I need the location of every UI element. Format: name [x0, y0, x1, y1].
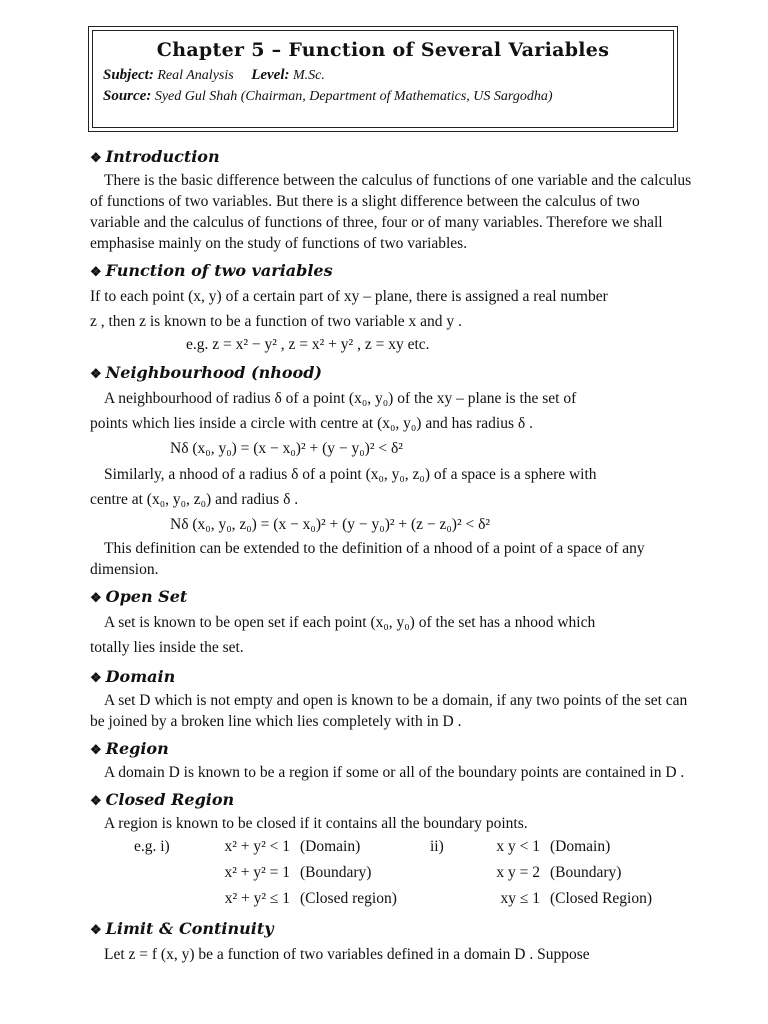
chapter-title: Chapter 5 – Function of Several Variables [156, 39, 610, 61]
source-line [103, 86, 663, 107]
section-closed-region [90, 789, 692, 912]
table-cell: x² + y² < 1 [224, 838, 290, 855]
table-cell: (Domain) [550, 838, 611, 855]
text-line: Similarly, a nhood of a radius δ of a point (x₀, y₀, z₀) of a space is a sphere with [104, 466, 597, 483]
table-cell: (Boundary) [550, 864, 622, 881]
table-cell [430, 886, 470, 912]
diamond-bullet-icon: ❖ [90, 265, 102, 280]
text-line: Let z = f (x, y) be a function of two variables defined in a domain D . Suppose [104, 946, 590, 963]
heading-text: Region [105, 739, 169, 758]
section-heading [90, 362, 692, 386]
section-heading [90, 586, 692, 610]
table-cell: x y < 1 [496, 838, 540, 855]
section-open-set [90, 586, 692, 660]
paragraph: A set D which is not empty and open is known to be a domain, if any two points of the set can be joined by a broken line which lies completely with in D . [90, 692, 688, 730]
section-neighbourhood [90, 362, 692, 580]
section-domain [90, 666, 692, 732]
table-row [134, 860, 680, 886]
level-value: M.Sc. [293, 68, 325, 83]
table-cell: (Boundary) [300, 864, 372, 881]
section-heading [90, 918, 692, 942]
section-region [90, 738, 692, 783]
closed-region-examples [134, 834, 680, 912]
section-heading [90, 789, 692, 813]
heading-text: Closed Region [105, 790, 235, 809]
source-label: Source: [103, 88, 152, 104]
table-cell [430, 860, 470, 886]
subject-value: Real Analysis [157, 68, 234, 83]
section-limit-continuity [90, 918, 692, 967]
section-heading [90, 666, 692, 690]
text-line: totally lies inside the set. [90, 639, 244, 656]
subject-line [103, 65, 663, 86]
diamond-bullet-icon: ❖ [90, 794, 102, 809]
subject-label: Subject: [103, 67, 154, 83]
paragraph: A region is known to be closed if it contains all the boundary points. [104, 815, 528, 832]
section-heading [90, 738, 692, 762]
text-line: If to each point (x, y) of a certain part of xy – plane, there is assigned a real number [90, 288, 608, 305]
source-value: Syed Gul Shah (Chairman, Department of Mathematics, US Sargodha) [154, 89, 553, 104]
table-cell: (Closed Region) [550, 890, 653, 907]
diamond-bullet-icon: ❖ [90, 367, 102, 382]
section-heading [90, 146, 692, 170]
paragraph: A domain D is known to be a region if some or all of the boundary points are contained in D . [104, 764, 685, 781]
table-cell: x² + y² = 1 [224, 864, 290, 881]
heading-text: Domain [105, 667, 176, 686]
table-cell: x y = 2 [496, 864, 540, 881]
text-line: points which lies inside a circle with centre at (x₀, y₀) and has radius δ . [90, 415, 533, 432]
table-row [134, 834, 680, 860]
paragraph: There is the basic difference between the calculus of functions of one variable and the calculus of functions of two variables. But there is a slight difference between the calculus of two variable and the calculus of functions of three, four or of many variables. Therefore we shall emphasise mainly on the study of functions of two variables. [90, 172, 692, 252]
section-introduction [90, 146, 692, 254]
text-line: A neighbourhood of radius δ of a point (x₀, y₀) of the xy – plane is the set of [104, 390, 577, 407]
content-body [90, 146, 692, 967]
heading-text: Introduction [105, 147, 220, 166]
text-line: z , then z is known to be a function of two variable x and y . [90, 313, 462, 330]
heading-text: Neighbourhood (nhood) [105, 363, 322, 382]
diamond-bullet-icon: ❖ [90, 743, 102, 758]
heading-text: Limit & Continuity [105, 919, 274, 938]
section-heading [90, 260, 692, 284]
table-cell: (Closed region) [300, 890, 397, 907]
formula: Nδ (x₀, y₀) = (x − x₀)² + (y − y₀)² < δ² [170, 440, 403, 457]
table-cell: e.g. i) [134, 838, 170, 855]
paragraph: This definition can be extended to the definition of a nhood of a point of a space of any dimension. [90, 540, 645, 578]
header-inner-border [92, 30, 674, 128]
text-line: A set is known to be open set if each point (x₀, y₀) of the set has a nhood which [104, 614, 596, 631]
table-cell: (Domain) [300, 838, 361, 855]
diamond-bullet-icon: ❖ [90, 151, 102, 166]
diamond-bullet-icon: ❖ [90, 671, 102, 686]
heading-text: Function of two variables [105, 261, 333, 280]
heading-text: Open Set [105, 587, 188, 606]
level-label: Level: [251, 67, 290, 83]
table-cell [134, 860, 200, 886]
table-cell: ii) [430, 838, 444, 855]
table-cell: xy ≤ 1 [500, 890, 540, 907]
header-box [88, 26, 678, 132]
table-cell: x² + y² ≤ 1 [224, 890, 290, 907]
formula: Nδ (x₀, y₀, z₀) = (x − x₀)² + (y − y₀)² + (z − z₀)² < δ² [170, 516, 491, 533]
example-line: e.g. z = x² − y² , z = x² + y² , z = xy etc. [186, 336, 430, 353]
diamond-bullet-icon: ❖ [90, 591, 102, 606]
diamond-bullet-icon: ❖ [90, 923, 102, 938]
table-row [134, 886, 680, 912]
text-line: centre at (x₀, y₀, z₀) and radius δ . [90, 491, 299, 508]
table-cell [134, 886, 200, 912]
section-function-two-variables [90, 260, 692, 356]
